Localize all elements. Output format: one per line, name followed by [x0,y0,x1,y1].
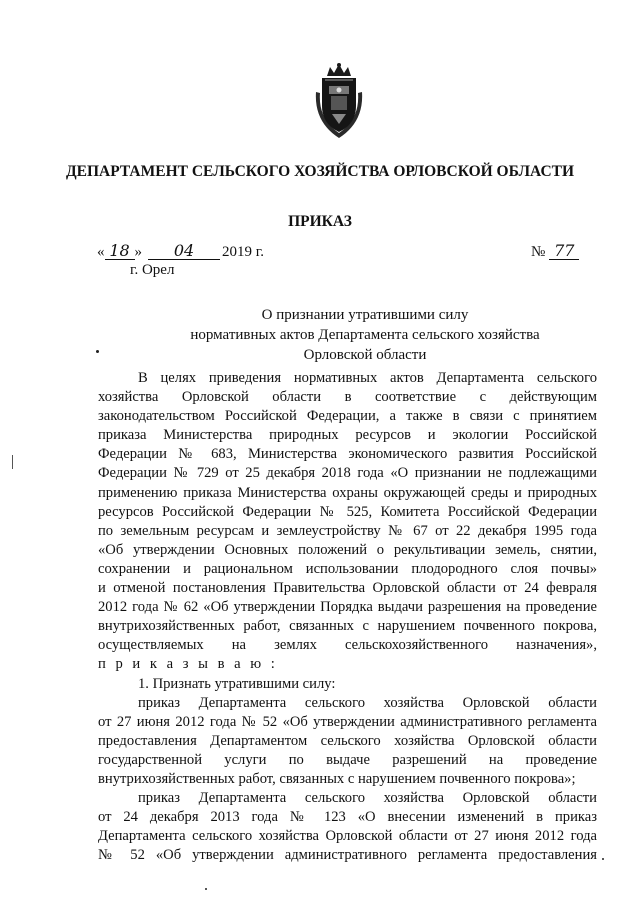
document-type-title: ПРИКАЗ [288,213,352,230]
order-body [98,369,597,865]
body-line: государственной услуги по выдаче разрешений на проведение [98,751,597,768]
scan-speck [205,888,207,890]
body-line: осуществляемых на землях сельскохозяйственного назначения», [98,637,597,654]
body-line: внутрихозяйственных работ, связанных с нарушением почвенного покрова»; [98,770,576,787]
body-line: от 27 июня 2012 года № 52 «Об утверждении административного регламента [98,713,597,730]
order-subject [185,305,545,365]
body-line: от 24 декабря 2013 года № 123 «О внесении изменений в приказ [98,809,597,826]
body-line: предоставления Департаментом сельского хозяйства Орловской области [98,732,597,749]
body-line: приказа Министерства природных ресурсов и экологии Российской [98,427,597,444]
body-line: ресурсов Российской Федерации № 525, Комитета Российской Федерации [98,503,597,520]
order-date [97,243,264,261]
body-line: по земельным ресурсам и землеустройству № 67 от 22 декабря 1995 года [98,522,597,539]
scan-margin-mark [12,455,13,469]
body-line: «Об утверждении Основных положений о рекультивации земель, снятии, [98,541,597,558]
quote-close: » [134,244,142,260]
date-month: 04 [148,243,220,260]
body-line: приказ Департамента сельского хозяйства Орловской области [138,694,597,711]
date-year: 2019 г. [222,244,264,260]
body-line: приказ Департамента сельского хозяйства Орловской области [138,790,597,807]
subject-line: нормативных актов Департамента сельского хозяйства [190,327,540,343]
body-line: применению приказа Министерства охраны окружающей среды и природных [98,484,597,501]
number-value: 77 [549,243,579,260]
subject-line: Орловской области [303,347,427,363]
date-day: 18 [105,243,135,260]
body-line: хозяйства Орловской области в соответствие с действующим [98,389,597,406]
body-line: и отменой постановления Правительства Орловской области от 24 февраля [98,580,597,597]
body-line-orders: п р и к а з ы в а ю : [98,656,278,673]
scan-speck [96,350,99,353]
department-name: ДЕПАРТАМЕНТ СЕЛЬСКОГО ХОЗЯЙСТВА ОРЛОВСКОЙ ОБЛАСТИ [65,163,575,180]
body-line: Федерации № 729 от 25 декабря 2018 года «О признании не подлежащими [98,465,597,482]
body-line: Департамента сельского хозяйства Орловской области от 27 июня 2012 года [98,828,597,845]
body-line: 2012 года № 62 «Об утверждении Порядка выдачи разрешения на проведение [98,599,597,616]
body-line: Федерации № 683, Министерства экономического развития Российской [98,446,597,463]
scan-speck [602,858,604,860]
body-line: сохранении и рациональном использовании плодородного слоя почвы» [98,560,597,577]
body-line: законодательством Российской Федерации, а также в связи с принятием [98,408,597,425]
body-line: 1. Признать утратившими силу: [138,675,336,692]
coat-of-arms-emblem [310,62,368,140]
quote-open: « [97,244,105,260]
body-line: № 52 «Об утверждении административного регламента предоставления [98,847,597,864]
body-line: внутрихозяйственных работ, связанных с нарушением почвенного покрова, [98,618,597,635]
subject-line: О признании утратившими силу [261,307,469,323]
order-number [531,243,579,261]
number-label: № [531,244,546,260]
city: г. Орел [130,262,175,278]
body-line: В целях приведения нормативных актов Департамента сельского [138,370,597,386]
